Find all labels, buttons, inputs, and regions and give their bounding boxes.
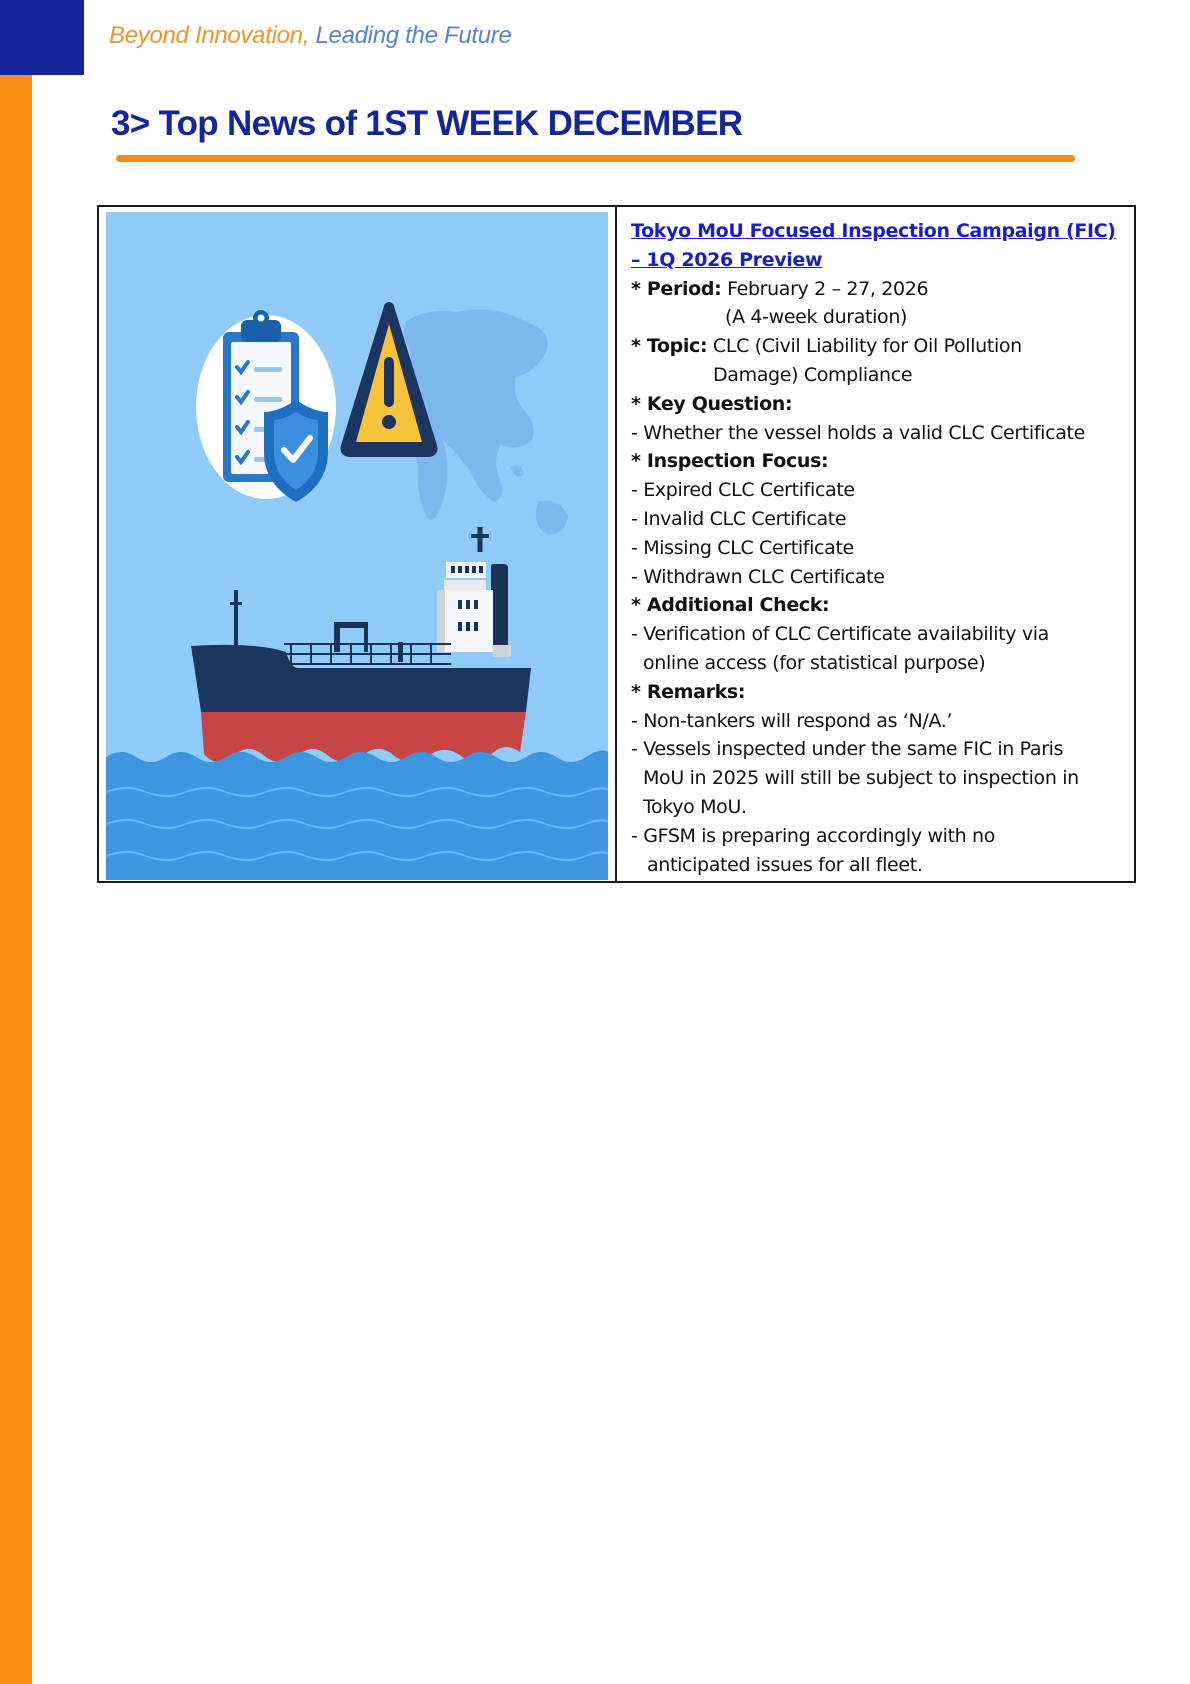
topic-label: * Topic: xyxy=(631,335,708,358)
sea-water xyxy=(106,750,608,880)
remarks-label: * Remarks: xyxy=(631,680,746,703)
additional-line1: - Verification of CLC Certificate availability via xyxy=(631,623,1049,646)
remark-3-line2: anticipated issues for all fleet. xyxy=(647,853,923,876)
period-note: (A 4-week duration) xyxy=(725,306,908,329)
period-label: * Period: xyxy=(631,277,722,300)
left-accent-bar xyxy=(0,0,32,1684)
focus-item: - Invalid CLC Certificate xyxy=(631,507,847,530)
topic-value: CLC (Civil Liability for Oil Pollution xyxy=(712,335,1022,358)
topic-value-cont: Damage) Compliance xyxy=(713,363,913,386)
key-question-text: - Whether the vessel holds a valid CLC Certificate xyxy=(631,421,1085,444)
remark-1: - Non-tankers will respond as ‘N/A.’ xyxy=(631,709,953,732)
remark-2-line1: - Vessels inspected under the same FIC in Paris xyxy=(631,738,1064,761)
illustration-cell xyxy=(99,207,617,881)
focus-item: - Missing CLC Certificate xyxy=(631,536,854,559)
headline-link[interactable] xyxy=(631,217,1134,275)
key-question-label: * Key Question: xyxy=(631,392,793,415)
additional-label: * Additional Check: xyxy=(631,594,830,617)
tagline-part1: Beyond Innovation, xyxy=(109,22,310,49)
article-cell xyxy=(617,207,1134,881)
period-value: February 2 – 27, 2026 xyxy=(727,277,929,300)
tagline-part2: Leading the Future xyxy=(315,22,512,49)
news-table xyxy=(97,205,1136,883)
remark-2-line3: Tokyo MoU. xyxy=(643,795,747,818)
remark-2-line2: MoU in 2025 will still be subject to inspection in xyxy=(643,767,1079,790)
period-row xyxy=(631,275,1134,304)
headline-line2[interactable]: – 1Q 2026 Preview xyxy=(631,248,823,271)
focus-label: * Inspection Focus: xyxy=(631,450,829,473)
section-title: 3> Top News of 1ST WEEK DECEMBER xyxy=(111,104,743,143)
additional-line2: online access (for statistical purpose) xyxy=(643,651,986,674)
remark-3-line1: - GFSM is preparing accordingly with no xyxy=(631,824,996,847)
focus-item: - Expired CLC Certificate xyxy=(631,479,855,502)
headline-line1[interactable]: Tokyo MoU Focused Inspection Campaign (FIC) xyxy=(631,220,1116,242)
ship-inspection-illustration xyxy=(106,212,608,880)
corner-brand-block xyxy=(0,0,84,75)
topic-row xyxy=(631,332,1134,361)
focus-item: - Withdrawn CLC Certificate xyxy=(631,565,885,588)
title-underline xyxy=(116,155,1075,162)
tagline xyxy=(109,22,512,50)
